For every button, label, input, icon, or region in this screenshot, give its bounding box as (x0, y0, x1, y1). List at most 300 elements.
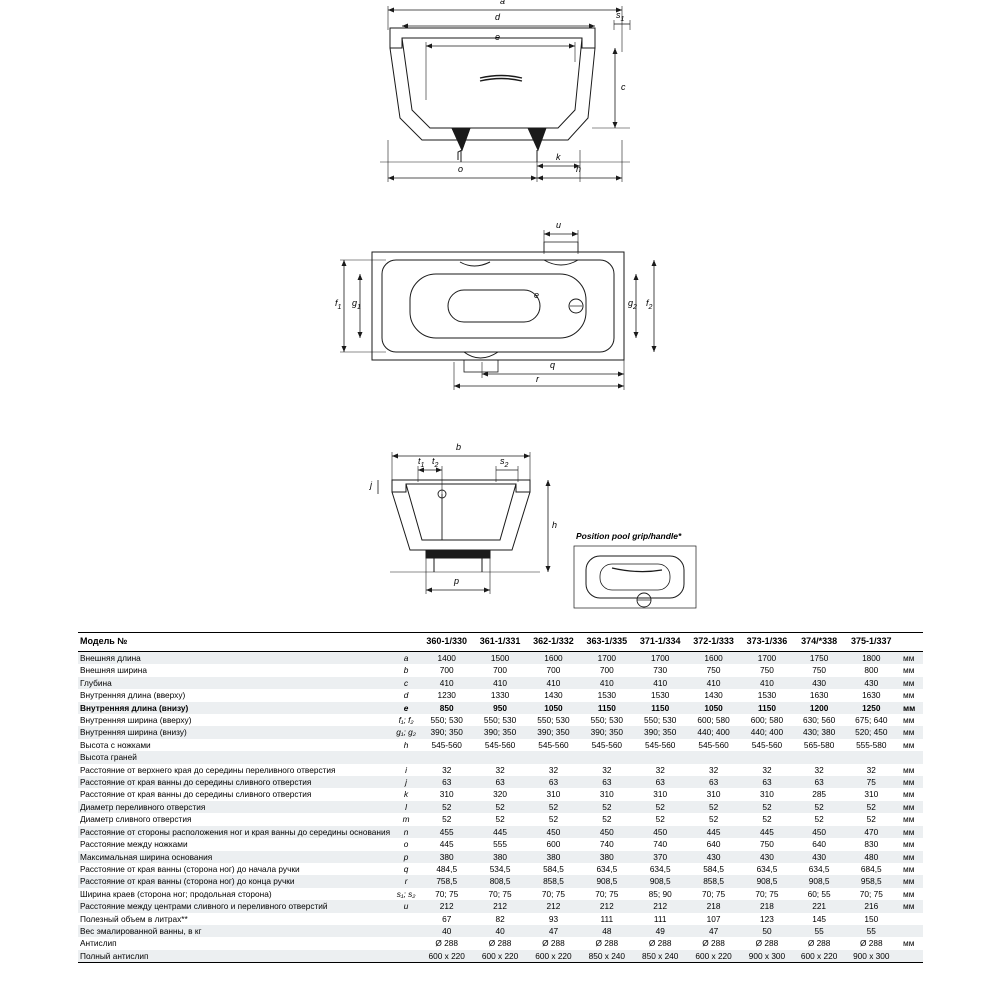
row-value: 600 x 220 (687, 950, 740, 963)
header-model-8: 375-1/337 (845, 633, 898, 652)
header-model-label: Модель № (78, 633, 392, 652)
table-row (78, 664, 923, 676)
row-value: 700 (439, 665, 454, 676)
header-model-1: 361-1/331 (473, 633, 526, 652)
row-value: 70; 75 (595, 888, 619, 899)
table-row (78, 888, 923, 900)
row-value: 430 (794, 677, 845, 689)
row-value: 545-560 (591, 739, 623, 750)
header-unit (898, 633, 923, 652)
row-value: 900 x 300 (740, 950, 793, 963)
table-row (78, 863, 923, 875)
row-value: 310 (599, 789, 614, 800)
row-value: 63 (634, 776, 687, 788)
row-value: 858,5 (527, 875, 580, 887)
row-value: 212 (634, 900, 687, 912)
row-value: 32 (548, 764, 559, 775)
row-value: Ø 288 (435, 938, 458, 949)
row-value: 484,5 (436, 863, 458, 874)
row-unit: мм (902, 715, 915, 726)
row-label: Расстояние от края ванны (сторона ног) до конца ручки (78, 875, 392, 887)
row-value (740, 751, 793, 763)
table-row (78, 813, 923, 825)
dim-label-t1: $t_1$ (418, 456, 425, 469)
row-value: Ø 288 (488, 938, 512, 949)
row-value: 555 (493, 839, 507, 850)
row-value: 40 (473, 925, 526, 937)
row-value: 550; 530 (483, 715, 517, 726)
row-value: 63 (740, 776, 793, 788)
table-row (78, 689, 923, 701)
row-value: 52 (708, 814, 719, 825)
row-value: 85; 90 (648, 888, 672, 899)
row-value: 32 (762, 764, 772, 775)
row-value: 1700 (740, 652, 793, 665)
row-value: 808,5 (473, 875, 526, 887)
row-value: 550; 530 (644, 715, 677, 726)
row-value: 380 (580, 851, 633, 863)
row-value: 390; 350 (527, 726, 580, 738)
row-label: Полный антислип (78, 950, 392, 963)
table-row (78, 838, 923, 850)
table-row (78, 764, 923, 776)
row-symbol (392, 937, 420, 949)
row-value: 908,5 (580, 875, 633, 887)
pool-grip-inset (570, 531, 700, 614)
row-value: 63 (687, 776, 740, 788)
row-label: Диаметр сливного отверстия (80, 814, 192, 825)
row-value: 70; 75 (541, 888, 565, 899)
row-value: 49 (634, 925, 687, 937)
row-value: 430 (845, 677, 898, 689)
row-value: Ø 288 (648, 938, 672, 949)
table-row (78, 826, 923, 838)
row-value: 545-560 (644, 739, 676, 750)
row-value: 430; 380 (794, 726, 845, 738)
row-label: Глубина (78, 677, 392, 689)
row-symbol: k (403, 789, 409, 800)
row-value: 450 (527, 826, 580, 838)
row-value: 310 (760, 789, 774, 800)
row-value: 634,5 (756, 863, 778, 874)
row-value: 830 (864, 839, 879, 850)
row-value: 52 (602, 814, 612, 825)
row-symbol: r (392, 875, 420, 887)
dim-label-h: h (552, 520, 558, 530)
row-value: 50 (740, 925, 793, 937)
row-value: 534,5 (489, 863, 511, 874)
row-value: 600; 580 (750, 715, 784, 726)
row-value: 555-580 (856, 739, 887, 750)
row-unit: мм (902, 863, 915, 874)
row-symbol: f₁; f₂ (398, 715, 414, 726)
row-value: 32 (708, 764, 719, 775)
row-unit: мм (898, 900, 923, 912)
header-symbol (392, 633, 420, 652)
row-label: Ширина краев (сторона ног; продольная сторона) (80, 888, 272, 899)
row-label: Внутренняя длина (вверху) (80, 690, 186, 701)
row-value: 430 (794, 851, 845, 863)
specification-table (78, 632, 923, 963)
row-value: 600 x 220 (420, 950, 473, 963)
row-value: 82 (495, 913, 505, 924)
row-unit (898, 751, 923, 763)
row-value (634, 751, 687, 763)
row-value: 545-560 (698, 739, 729, 750)
row-value: 310 (653, 789, 668, 800)
row-value: 1530 (597, 690, 617, 701)
dim-label-q: q (550, 360, 556, 370)
row-value: 440; 400 (740, 726, 793, 738)
row-value: 545-560 (751, 739, 783, 750)
row-value: 48 (580, 925, 633, 937)
row-value: 390; 350 (634, 726, 687, 738)
row-label: Расстояние от края ванны до середины сливного отверстия (78, 776, 392, 788)
table-row (78, 913, 923, 925)
header-model-0: 360-1/330 (420, 633, 473, 652)
row-value: 111 (653, 913, 667, 924)
row-value: 430 (687, 851, 740, 863)
table-row (78, 900, 923, 912)
row-value: 634,5 (596, 863, 618, 874)
row-label: Антислип (80, 938, 117, 949)
row-unit: мм (902, 764, 915, 775)
row-value (687, 751, 740, 763)
row-value: 93 (548, 913, 559, 924)
row-value: 70; 75 (488, 888, 512, 899)
row-value: 1530 (757, 690, 777, 701)
row-value: 1600 (687, 652, 740, 665)
row-value: 32 (866, 764, 876, 775)
row-value: 1400 (420, 652, 473, 665)
table-row (78, 801, 923, 813)
row-value: 1230 (437, 690, 456, 701)
header-model-6: 373-1/336 (740, 633, 793, 652)
row-unit: мм (898, 875, 923, 887)
row-value: 750 (760, 665, 774, 676)
row-value: 550; 530 (537, 715, 570, 726)
table-row (78, 788, 923, 800)
row-value: 52 (762, 814, 772, 825)
row-value: 310 (864, 789, 879, 800)
row-unit (898, 950, 923, 963)
row-value: 430 (740, 851, 793, 863)
row-symbol: o (403, 839, 409, 850)
row-unit (898, 913, 923, 925)
table-row (78, 726, 923, 738)
row-value: 520; 450 (845, 726, 898, 738)
row-value: 750 (706, 665, 721, 676)
row-label: Диаметр переливного отверстия (78, 801, 392, 813)
row-value: 758,5 (420, 875, 473, 887)
row-value: 212 (473, 900, 526, 912)
row-value: Ø 288 (859, 938, 883, 949)
row-value: 1700 (580, 652, 633, 665)
row-label: Высота граней (78, 751, 392, 763)
row-value: 1050 (687, 702, 740, 714)
row-value: 63 (527, 776, 580, 788)
row-symbol: j (392, 776, 420, 788)
row-label: Внутренняя ширина (вверху) (80, 715, 192, 726)
row-value: 52 (495, 814, 505, 825)
row-value: 212 (420, 900, 473, 912)
dim-label-s1: $s_1$ (616, 10, 625, 23)
row-value (473, 751, 526, 763)
row-label: Внешняя ширина (80, 665, 147, 676)
row-value: 52 (794, 801, 845, 813)
row-value: 480 (845, 851, 898, 863)
row-value: 52 (634, 801, 687, 813)
row-value: 1630 (862, 690, 881, 701)
row-value: 410 (687, 677, 740, 689)
row-label: Полезный объем в литрах** (80, 913, 188, 924)
row-value: 40 (420, 925, 473, 937)
row-value: 1630 (809, 690, 829, 701)
dim-label-d: d (495, 12, 501, 22)
row-label: Расстояние от верхнего края до середины переливного отверстия (80, 764, 336, 775)
row-value: 67 (442, 913, 452, 924)
row-value: 958,5 (845, 875, 898, 887)
row-value: 52 (655, 814, 665, 825)
row-value: 850 x 240 (580, 950, 633, 963)
row-value: 445 (439, 839, 454, 850)
row-value: 370 (634, 851, 687, 863)
row-value: 1150 (740, 702, 793, 714)
row-value: 63 (794, 776, 845, 788)
row-value: 850 x 240 (634, 950, 687, 963)
row-symbol: h (403, 739, 409, 750)
row-value: 111 (600, 913, 614, 924)
row-value: 545-560 (484, 739, 516, 750)
row-value: 858,5 (687, 875, 740, 887)
row-unit: мм (902, 814, 915, 825)
row-value: 600 (546, 839, 561, 850)
row-value: 52 (866, 814, 876, 825)
row-symbol (392, 925, 420, 937)
row-value (794, 751, 845, 763)
row-unit: мм (902, 665, 915, 676)
table-row (78, 739, 923, 751)
row-value: 440; 400 (687, 726, 740, 738)
row-value: 47 (527, 925, 580, 937)
row-value: 1050 (527, 702, 580, 714)
row-unit: мм (898, 826, 923, 838)
dim-label-k: k (556, 152, 561, 162)
dim-label-a: a (500, 0, 506, 6)
row-symbol: m (402, 814, 410, 825)
table-row (78, 652, 923, 665)
row-value: 700 (493, 665, 507, 676)
row-value: 600 x 220 (794, 950, 845, 963)
dim-label-b: b (456, 442, 462, 452)
dim-label-f1: $f_1$ (335, 298, 342, 311)
row-value: 310 (439, 789, 454, 800)
row-value: 740 (653, 839, 668, 850)
row-symbol: u (392, 900, 420, 912)
row-value: 750 (760, 839, 774, 850)
row-value: 60; 55 (807, 888, 831, 899)
row-value: 52 (527, 801, 580, 813)
row-label: Расстояние между ножками (80, 839, 188, 850)
row-value: Ø 288 (755, 938, 779, 949)
row-unit: мм (898, 801, 923, 813)
dim-label-r: r (536, 374, 539, 384)
side-view-drawing (330, 0, 690, 200)
row-value: 47 (687, 925, 740, 937)
row-value: Ø 288 (595, 938, 619, 949)
row-value: 600 x 220 (473, 950, 526, 963)
row-symbol: s₁; s₂ (396, 888, 416, 899)
dim-label-p: p (454, 576, 460, 586)
row-value: 634,5 (808, 863, 830, 874)
row-label: Расстояние от стороны расположения ног и края ванны до середины основания (80, 826, 391, 837)
row-value: 320 (493, 789, 507, 800)
row-value: 740 (599, 839, 614, 850)
row-unit: мм (902, 739, 915, 750)
row-label: Высота с ножками (80, 739, 151, 750)
row-value: Ø 288 (702, 938, 725, 949)
row-value: 730 (653, 665, 668, 676)
dim-label-u: u (556, 220, 562, 230)
row-value: 63 (580, 776, 633, 788)
row-value: 380 (527, 851, 580, 863)
row-value: 410 (740, 677, 793, 689)
row-value: 52 (580, 801, 633, 813)
row-symbol: b (403, 665, 409, 676)
row-unit: мм (902, 938, 915, 949)
dim-label-n: n (576, 164, 582, 174)
row-value: 545-560 (538, 739, 569, 750)
row-value (527, 751, 580, 763)
row-value (580, 751, 633, 763)
header-model-2: 362-1/332 (527, 633, 580, 652)
dim-label-c: c (621, 82, 626, 92)
row-value: 1150 (580, 702, 633, 714)
row-symbol: d (403, 690, 409, 701)
row-value: 1250 (845, 702, 898, 714)
row-value: 52 (814, 814, 824, 825)
row-value: 52 (442, 814, 452, 825)
header-model-3: 363-1/335 (580, 633, 633, 652)
table-row (78, 950, 923, 963)
row-value: 390; 350 (473, 726, 526, 738)
row-value: 565-580 (803, 739, 835, 750)
row-value: 550; 530 (590, 715, 623, 726)
row-symbol: i (405, 764, 407, 775)
row-value (845, 751, 898, 763)
dim-label-f2: $f_2$ (646, 298, 653, 311)
row-value: 145 (812, 913, 827, 924)
row-value: 600 x 220 (527, 950, 580, 963)
row-value: 285 (812, 789, 827, 800)
row-value: 600; 580 (697, 715, 730, 726)
row-value: 675; 640 (855, 715, 888, 726)
row-value: 218 (740, 900, 793, 912)
row-value: 445 (740, 826, 793, 838)
table-row (78, 702, 923, 714)
row-label: Внутренняя длина (внизу) (78, 702, 392, 714)
row-value: 123 (760, 913, 774, 924)
row-value: 55 (845, 925, 898, 937)
row-value: 55 (794, 925, 845, 937)
row-symbol: n (392, 826, 420, 838)
dim-label-e: e (495, 32, 501, 42)
row-value: 52 (687, 801, 740, 813)
row-label: Расстояние от края ванны до середины сливного отверстия (80, 789, 312, 800)
row-value: 1700 (634, 652, 687, 665)
row-value: 52 (740, 801, 793, 813)
row-value: Ø 288 (807, 938, 831, 949)
row-value: 32 (814, 764, 824, 775)
row-value: 150 (864, 913, 879, 924)
row-unit: мм (898, 702, 923, 714)
dim-label-g2: $g_2$ (628, 298, 637, 311)
row-value: 1430 (704, 690, 723, 701)
row-value: 584,5 (543, 863, 564, 874)
row-unit: мм (898, 776, 923, 788)
row-unit (898, 925, 923, 937)
row-value: 310 (546, 789, 561, 800)
row-symbol: p (392, 851, 420, 863)
row-label: Расстояние между центрами сливного и переливного отверстий (78, 900, 392, 912)
row-value: 63 (473, 776, 526, 788)
row-value: 700 (599, 665, 614, 676)
table-row (78, 925, 923, 937)
row-value: 750 (812, 665, 827, 676)
row-value: 410 (420, 677, 473, 689)
row-value: 550; 530 (430, 715, 463, 726)
row-value: 390; 350 (420, 726, 473, 738)
top-view-drawing (330, 222, 710, 402)
row-value: 63 (420, 776, 473, 788)
row-unit: мм (898, 652, 923, 665)
row-label: Максимальная ширина основания (78, 851, 392, 863)
row-value: 390; 350 (580, 726, 633, 738)
row-value: 32 (495, 764, 505, 775)
row-unit: мм (902, 789, 915, 800)
row-value: 32 (602, 764, 612, 775)
row-value: 450 (794, 826, 845, 838)
row-value (420, 751, 473, 763)
row-value: 908,5 (740, 875, 793, 887)
dim-label-j: j (370, 480, 372, 490)
row-value: Ø 288 (542, 938, 565, 949)
row-value: 216 (845, 900, 898, 912)
table-body (78, 633, 923, 963)
row-value: 221 (794, 900, 845, 912)
row-unit: мм (902, 690, 915, 701)
row-label: Вес эмалированной ванны, в кг (78, 925, 392, 937)
row-value: 908,5 (634, 875, 687, 887)
table-row (78, 751, 923, 763)
row-value: 630; 560 (802, 715, 836, 726)
row-value: 700 (546, 665, 561, 676)
row-unit: мм (902, 888, 915, 899)
row-value: 1800 (845, 652, 898, 665)
row-symbol (392, 913, 420, 925)
dim-label-o: o (458, 164, 464, 174)
row-unit: мм (898, 851, 923, 863)
row-value: 584,5 (703, 863, 724, 874)
row-value: 640 (706, 839, 721, 850)
row-unit: мм (902, 839, 915, 850)
row-value: 445 (687, 826, 740, 838)
row-value: 450 (580, 826, 633, 838)
row-value: 1150 (634, 702, 687, 714)
row-value: 1200 (794, 702, 845, 714)
row-value: 684,5 (860, 863, 882, 874)
row-value: 640 (812, 839, 827, 850)
